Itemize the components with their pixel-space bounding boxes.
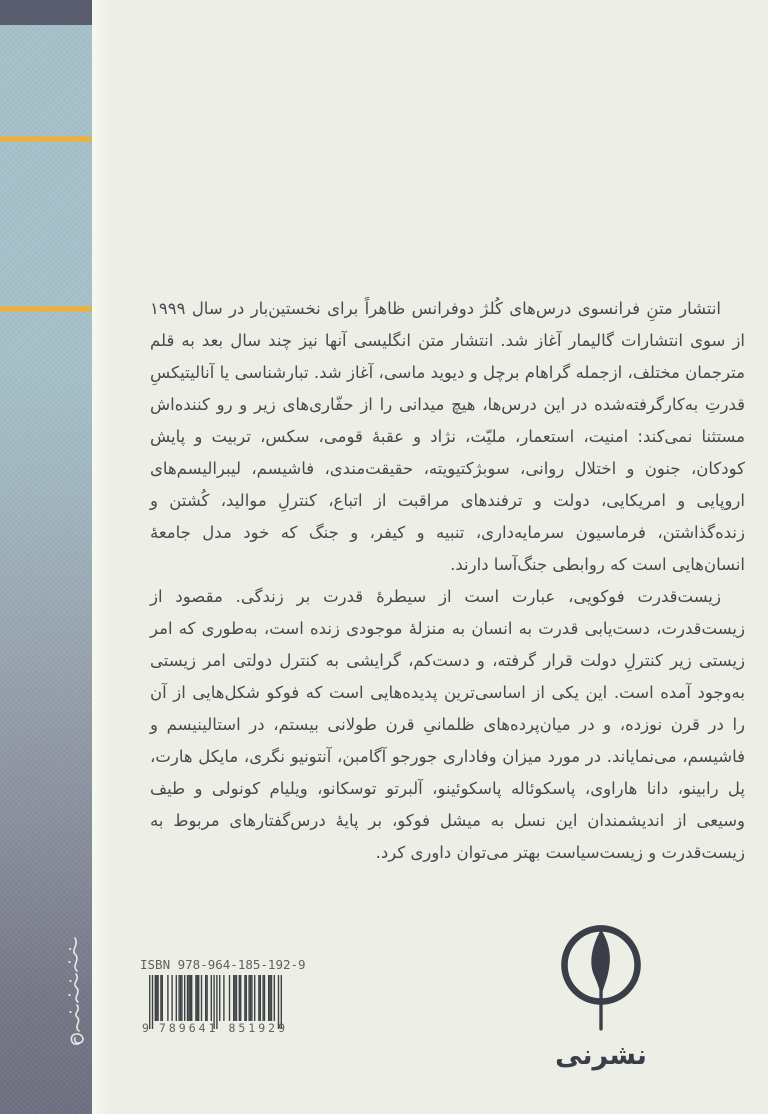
back-cover-blurb bbox=[150, 293, 745, 869]
cover-page-edge bbox=[92, 0, 108, 1114]
spine-yellow-line-1 bbox=[0, 136, 92, 142]
spine-yellow-line-2 bbox=[0, 306, 92, 312]
publisher-logo-block bbox=[554, 920, 648, 1071]
barcode-digit-group-1: 789641 bbox=[158, 1021, 219, 1035]
barcode-digit-lead: 9 bbox=[142, 1021, 149, 1035]
isbn-label: ISBN 978-964-185-192-9 bbox=[140, 957, 306, 972]
barcode-digit-group-2: 851929 bbox=[228, 1021, 288, 1035]
spine-strip bbox=[0, 0, 92, 1114]
ney-leaf-logo-icon bbox=[554, 920, 648, 1038]
blurb-paragraph-1: انتشار متنِ فرانسوی درس‌های کُلژ دوفرانس ظاهراً برای نخستین‌بار در سال ۱۹۹۹ از سوی انتشارات گالیمار آغاز شد. انتشار متن انگلیسی آنها نیز چند سال بعد به قلم مترجمان مختلف، ازجمله گراهام برچل و دیوید ماسی، آغاز شد. تبارشناسی یا آنالیتیکسِ قدرتِ به‌کارگرفته‌شده در این درس‌ها، هیچ میدانی را از حفّاری‌های زیر و رو کننده‌اش مستثنا نمی‌کند: امنیت، استعمار، ملیّت، نژاد و عقبهٔ قومی، سکس، تربیت و پایش کودکان، جنون و اختلال روانی، سوبژکتیویته، حقیقت‌مندی، فاشیسم، لیبرالیسم‌های اروپایی و امریکایی، دولت و ترفندهای مراقبت از اتباع، کنترلِ موالید، کُشتن و زنده‌گذاشتن، فرماسیون سرمایه‌داری، تنبیه و کیفر، و جنگ که خود مدل جامعهٔ انسان‌هایی است که روابطی جنگ‌آسا دارند. bbox=[150, 299, 745, 574]
blurb-paragraph-2: زیست‌قدرت فوکویی، عبارت است از سیطرهٔ قدرت بر زندگی. مقصود از زیست‌قدرت، دست‌یابی قدرت به انسان به منزلهٔ موجودی زنده است، به‌طوری که امر زیستی زیر کنترلِ دولت قرار گرفته، و دست‌کم، گرایشی به کنترل دولتی امر زیستی به‌وجود آمده است. این یکی از اساسی‌ترین پدیده‌هایی است که فوکو شکل‌هایی از آن را در قرن نوزده، و در میان‌پرده‌های ظلمانیِ قرن طولانی بیستم، در استالینیسم و فاشیسم، می‌نمایاند. در مورد میزان وفاداری جورجو آگامبن، آنتونیو نگری، مایکل هارت، پل رابینو، دانا هاراوی، پاسکوئاله پاسکوئینو، آلبرتو توسکانو، ویلیام کونولی و طیف وسیعی از اندیشمندان این نسل به میشل فوکو، بر پایهٔ درس‌گفتارهای مربوط به زیست‌قدرت و زیست‌سیاست بهتر می‌توان داوری کرد. bbox=[150, 587, 745, 862]
barcode-digits bbox=[142, 1021, 288, 1035]
spine-top-band bbox=[0, 0, 92, 25]
publisher-name: نشرنی bbox=[555, 1040, 647, 1071]
handwriting-inscription-icon bbox=[67, 930, 89, 1050]
isbn-barcode-block bbox=[140, 957, 306, 1037]
